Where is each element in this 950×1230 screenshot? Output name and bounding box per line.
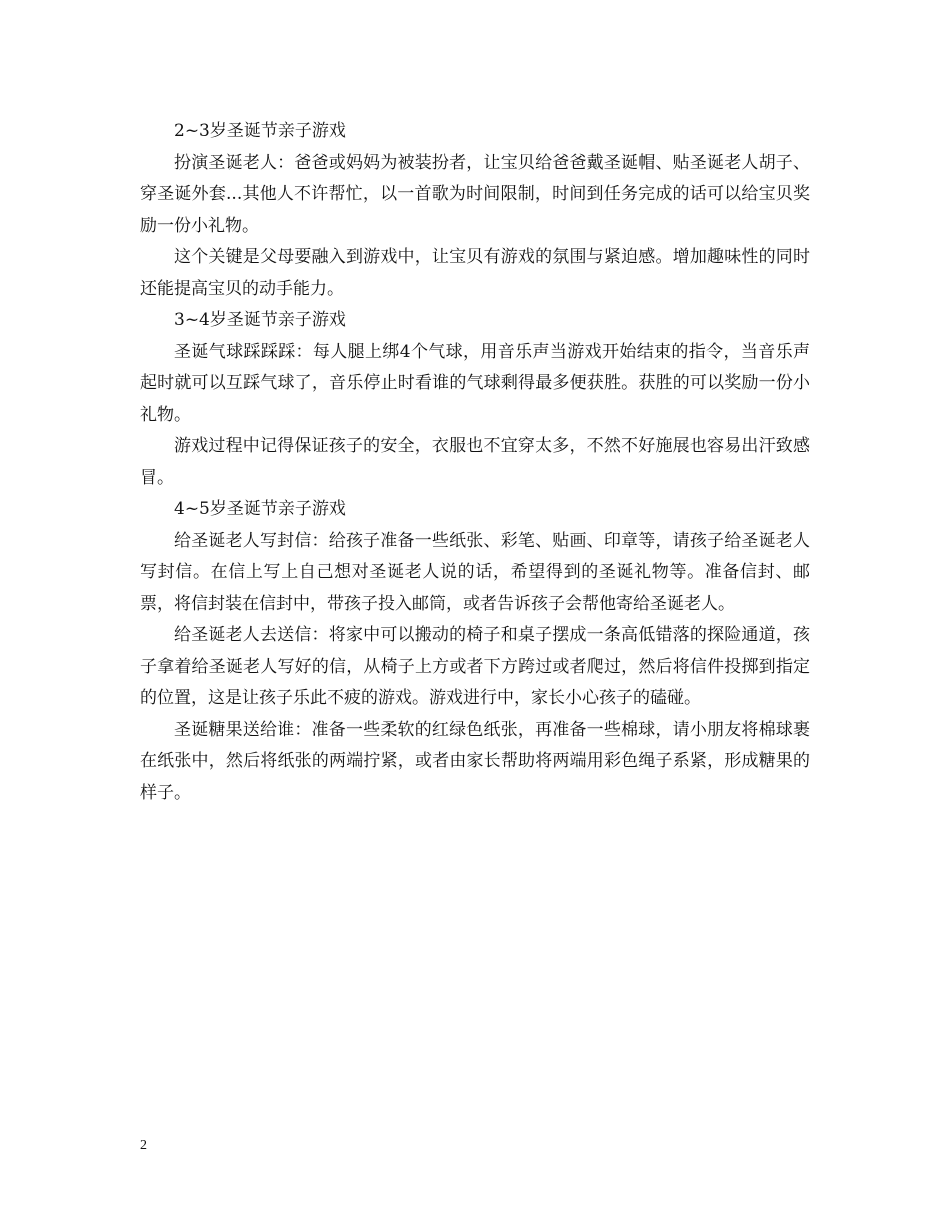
document-body xyxy=(140,116,810,809)
section-heading: 2~3岁圣诞节亲子游戏 xyxy=(174,121,346,141)
section-heading: 4~5岁圣诞节亲子游戏 xyxy=(174,499,346,519)
body-paragraph: 这个关键是父母要融入到游戏中，让宝贝有游戏的氛围与紧迫感。增加趣味性的同时还能提高宝贝的动手能力。 xyxy=(140,247,810,299)
body-paragraph: 扮演圣诞老人：爸爸或妈妈为被装扮者，让宝贝给爸爸戴圣诞帽、贴圣诞老人胡子、穿圣诞外套...其他人不许帮忙，以一首歌为时间限制，时间到任务完成的话可以给宝贝奖励一份小礼物。 xyxy=(140,152,810,236)
body-paragraph: 给圣诞老人去送信：将家中可以搬动的椅子和桌子摆成一条高低错落的探险通道，孩子拿着给圣诞老人写好的信，从椅子上方或者下方跨过或者爬过，然后将信件投掷到指定的位置，这是让孩子乐此不疲的游戏。游戏进行中，家长小心孩子的磕碰。 xyxy=(140,625,810,708)
page-number: 2 xyxy=(140,1138,147,1153)
body-paragraph: 圣诞气球踩踩踩：每人腿上绑4个气球，用音乐声当游戏开始结束的指令，当音乐声起时就可以互踩气球了，音乐停止时看谁的气球剩得最多便获胜。获胜的可以奖励一份小礼物。 xyxy=(140,341,810,425)
body-paragraph: 游戏过程中记得保证孩子的安全，衣服也不宜穿太多，不然不好施展也容易出汗致感冒。 xyxy=(140,436,810,488)
section-heading: 3~4岁圣诞节亲子游戏 xyxy=(174,310,346,330)
body-paragraph: 给圣诞老人写封信：给孩子准备一些纸张、彩笔、贴画、印章等，请孩子给圣诞老人写封信。在信上写上自己想对圣诞老人说的话，希望得到的圣诞礼物等。准备信封、邮票，将信封装在信封中，带孩子投入邮筒，或者告诉孩子会帮他寄给圣诞老人。 xyxy=(140,530,810,614)
body-paragraph: 圣诞糖果送给谁：准备一些柔软的红绿色纸张，再准备一些棉球，请小朋友将棉球裹在纸张中，然后将纸张的两端拧紧，或者由家长帮助将两端用彩色绳子系紧，形成糖果的样子。 xyxy=(140,719,810,803)
